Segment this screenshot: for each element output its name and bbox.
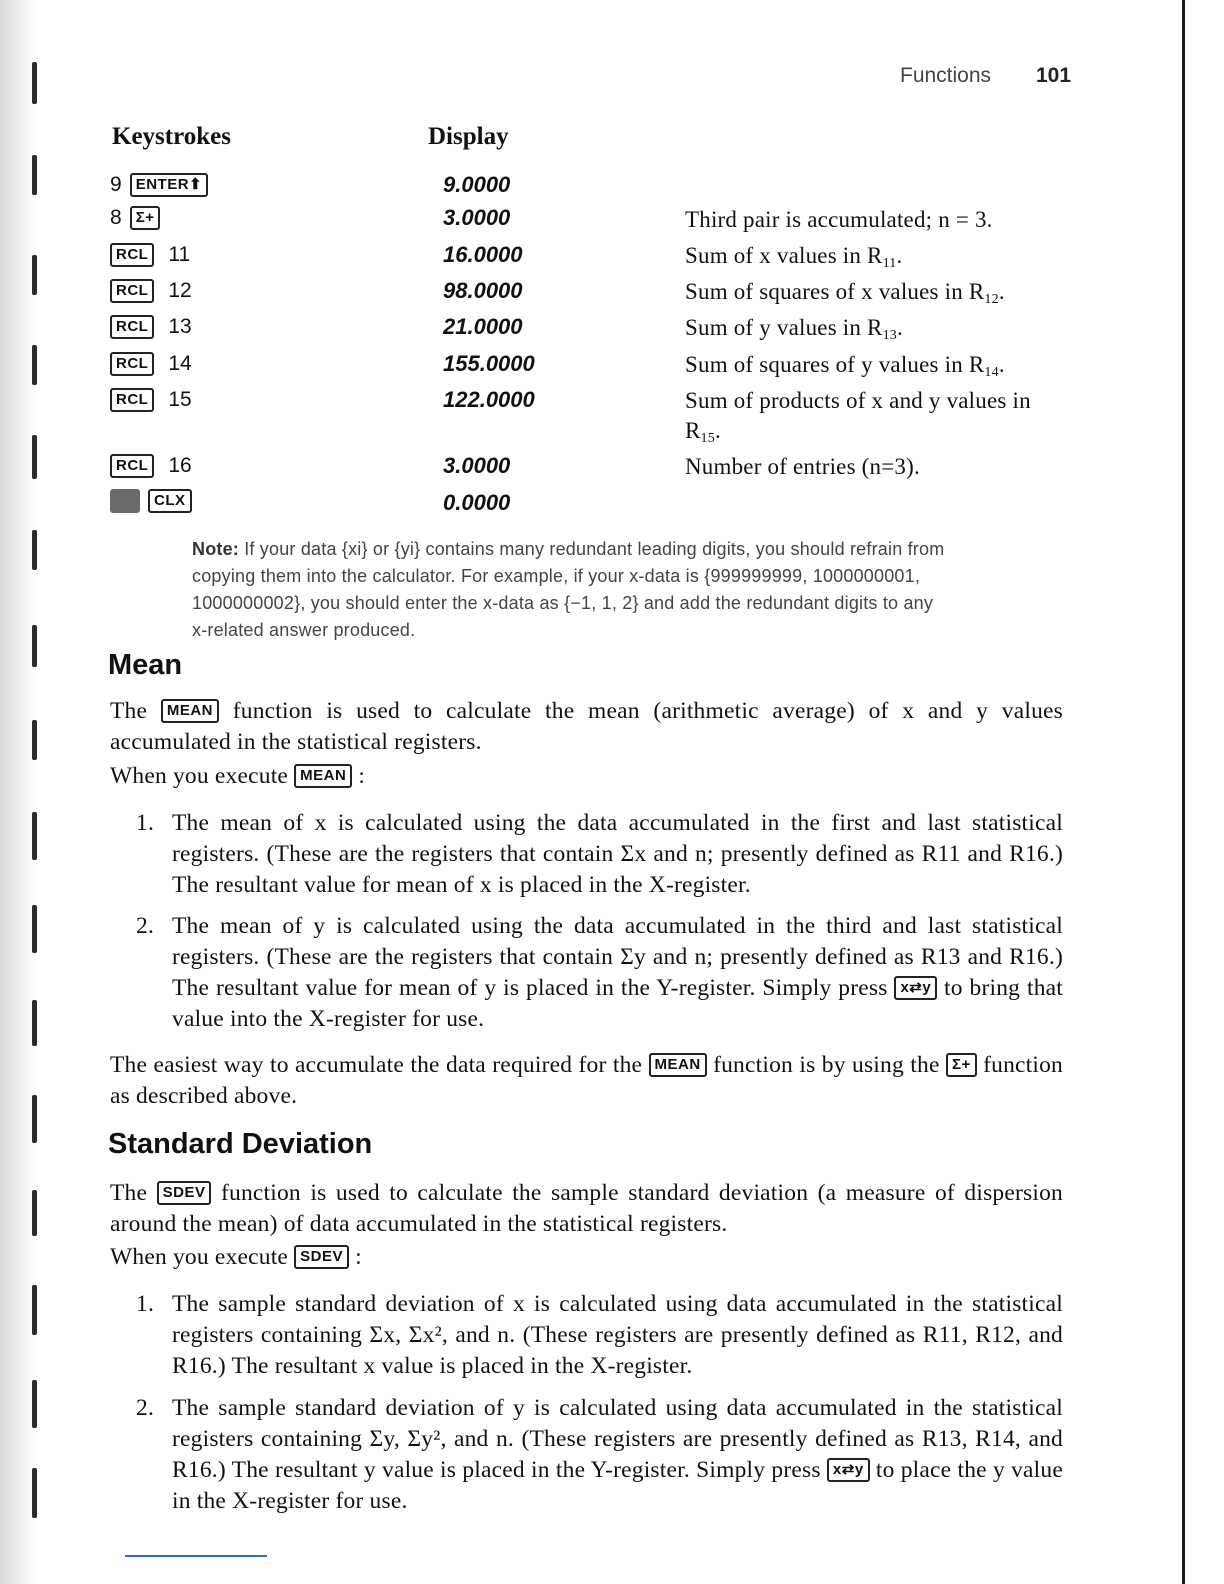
binding-mark (32, 1468, 37, 1518)
register-number: 12 (168, 279, 192, 302)
keystroke-digit: 8 (110, 206, 122, 229)
display-value: 3.0000 (443, 205, 511, 230)
sdev-list-item (136, 1289, 1063, 1382)
table-row (0, 452, 1224, 486)
binding-mark (32, 62, 37, 104)
table-row (0, 241, 1224, 275)
register-number: 15 (168, 388, 192, 411)
display-value: 122.0000 (443, 387, 535, 412)
binding-mark (32, 1000, 37, 1046)
rcl-key: RCL (110, 243, 154, 267)
mean-list-item (136, 808, 1063, 901)
mean-when: When you execute MEAN : (110, 763, 366, 789)
table-row (0, 277, 1224, 311)
table-row (0, 204, 1224, 238)
register-number: 11 (168, 243, 191, 266)
rcl-key: RCL (110, 454, 154, 478)
keystrokes-heading: Keystrokes (112, 123, 231, 150)
rcl-key: RCL (110, 352, 154, 376)
rcl-key: RCL (110, 315, 154, 339)
mean-key: MEAN (161, 699, 219, 723)
display-value: 21.0000 (443, 314, 523, 339)
running-header (900, 64, 1070, 88)
register-number: 13 (168, 315, 192, 338)
binding-mark (32, 720, 37, 760)
display-value: 3.0000 (443, 453, 511, 478)
list-text: The sample standard deviation of y is calculated using data accumulated in the statistical registers containing Σy, Σy², and n. (These registers are presently defined as R13, R14, and R16.) The resultant y value is placed in the Y-register. Simply press (172, 1395, 1063, 1483)
binding-mark (32, 1285, 37, 1335)
register-number: 14 (168, 352, 192, 375)
binding-mark (32, 1190, 37, 1236)
row-description: Sum of x values in $R_{11}$. (685, 243, 903, 271)
clx-key: CLX (148, 489, 192, 513)
row-description: Sum of squares of y values in $R_{14}$. (685, 352, 1005, 380)
sdev-intro: The SDEV function is used to calculate the sample standard deviation (a measure of dispersion around the mean) of data accumulated in the statistical registers. (110, 1180, 1063, 1237)
binding-mark (32, 1380, 37, 1428)
table-row (0, 386, 1224, 446)
note-label: Note: (192, 539, 239, 559)
shift-key-icon (110, 489, 140, 513)
binding-mark (32, 625, 37, 667)
binding-mark (32, 905, 37, 953)
list-text: The sample standard deviation of x is calculated using data accumulated in the statistical registers containing Σx, Σx², and n. (These registers are presently defined as R11, R12, and R16.) The resultant x value is placed in the X-register. (172, 1291, 1063, 1379)
mean-heading: Mean (108, 649, 183, 681)
table-row (0, 171, 1224, 205)
list-number: 1. (136, 1291, 155, 1317)
row-description: Sum of squares of x values in $R_{12}$. (685, 279, 1005, 307)
note-block (192, 536, 952, 644)
list-number: 2. (136, 913, 155, 939)
mean-key: MEAN (294, 764, 352, 788)
list-text: The mean of x is calculated using the data accumulated in the first and last statistical registers. (These are the registers that contain Σx and n; presently defined as R11 and R16.) The resultant value for mean of x is placed in the X-register. (172, 810, 1063, 898)
section-title: Functions (900, 64, 992, 87)
list-number: 2. (136, 1395, 155, 1421)
list-text: The mean of y is calculated using the data accumulated in the third and last statistical registers. (These are the registers that contain Σy and n; presently defined as R13 and R16.) The resultant value for mean of y is placed in the Y-register. Simply press (172, 913, 1063, 1001)
display-value: 155.0000 (443, 351, 535, 376)
sdev-when: When you execute SDEV : (110, 1244, 362, 1270)
row-description: Sum of products of x and y values in $R_{15}$. (685, 388, 1031, 446)
row-description: Third pair is accumulated; n = 3. (685, 207, 993, 232)
list-text: to place the y value in the X-register for use. (172, 1457, 1063, 1514)
page-number: 101 (1036, 64, 1072, 87)
binding-mark (32, 530, 37, 570)
table-row (0, 350, 1224, 384)
mean-list-item (136, 911, 1063, 1035)
row-description: Number of entries (n=3). (685, 454, 920, 479)
mean-outro: The easiest way to accumulate the data required for the MEAN function is by using the Σ+ function as described above. (110, 1052, 1064, 1109)
rcl-key: RCL (110, 388, 154, 412)
display-heading: Display (428, 123, 509, 150)
note-text: If your data {xi} or {yi} contains many redundant leading digits, you should refrain from copying them into the calculator. For example, if your x-data is {999999999, 1000000001, 1000000002}, you should enter the x-data as {−1, 1, 2} and add the redundant digits to any x-related answer produced. (192, 539, 945, 640)
rcl-key: RCL (110, 279, 154, 303)
keystroke-digit: 9 (110, 173, 122, 196)
register-number: 16 (168, 454, 192, 477)
list-number: 1. (136, 810, 155, 836)
x-swap-y-key: x⇄y (894, 976, 937, 1000)
sdev-key: SDEV (157, 1181, 212, 1205)
footer-rule (125, 1555, 267, 1557)
display-value: 0.0000 (443, 490, 511, 515)
display-value: 9.0000 (443, 172, 511, 197)
display-value: 98.0000 (443, 278, 523, 303)
sigma-plus-key: Σ+ (130, 206, 161, 230)
binding-mark (32, 812, 37, 860)
display-value: 16.0000 (443, 242, 523, 267)
row-description: Sum of y values in $R_{13}$. (685, 315, 903, 343)
sdev-heading: Standard Deviation (108, 1128, 373, 1160)
mean-key: MEAN (649, 1053, 707, 1077)
mean-intro: The MEAN function is used to calculate the mean (arithmetic average) of x and y values accumulated in the statistical registers. (110, 698, 1063, 755)
table-row (0, 489, 1224, 523)
x-swap-y-key: x⇄y (827, 1458, 870, 1482)
sdev-key: SDEV (294, 1245, 349, 1269)
enter-key: ENTER⬆ (130, 173, 208, 197)
binding-mark (32, 1095, 37, 1143)
list-text: to bring that value into the X-register for use. (172, 975, 1063, 1032)
table-row (0, 313, 1224, 347)
sigma-plus-key: Σ+ (946, 1053, 977, 1077)
sdev-list-item (136, 1393, 1063, 1517)
